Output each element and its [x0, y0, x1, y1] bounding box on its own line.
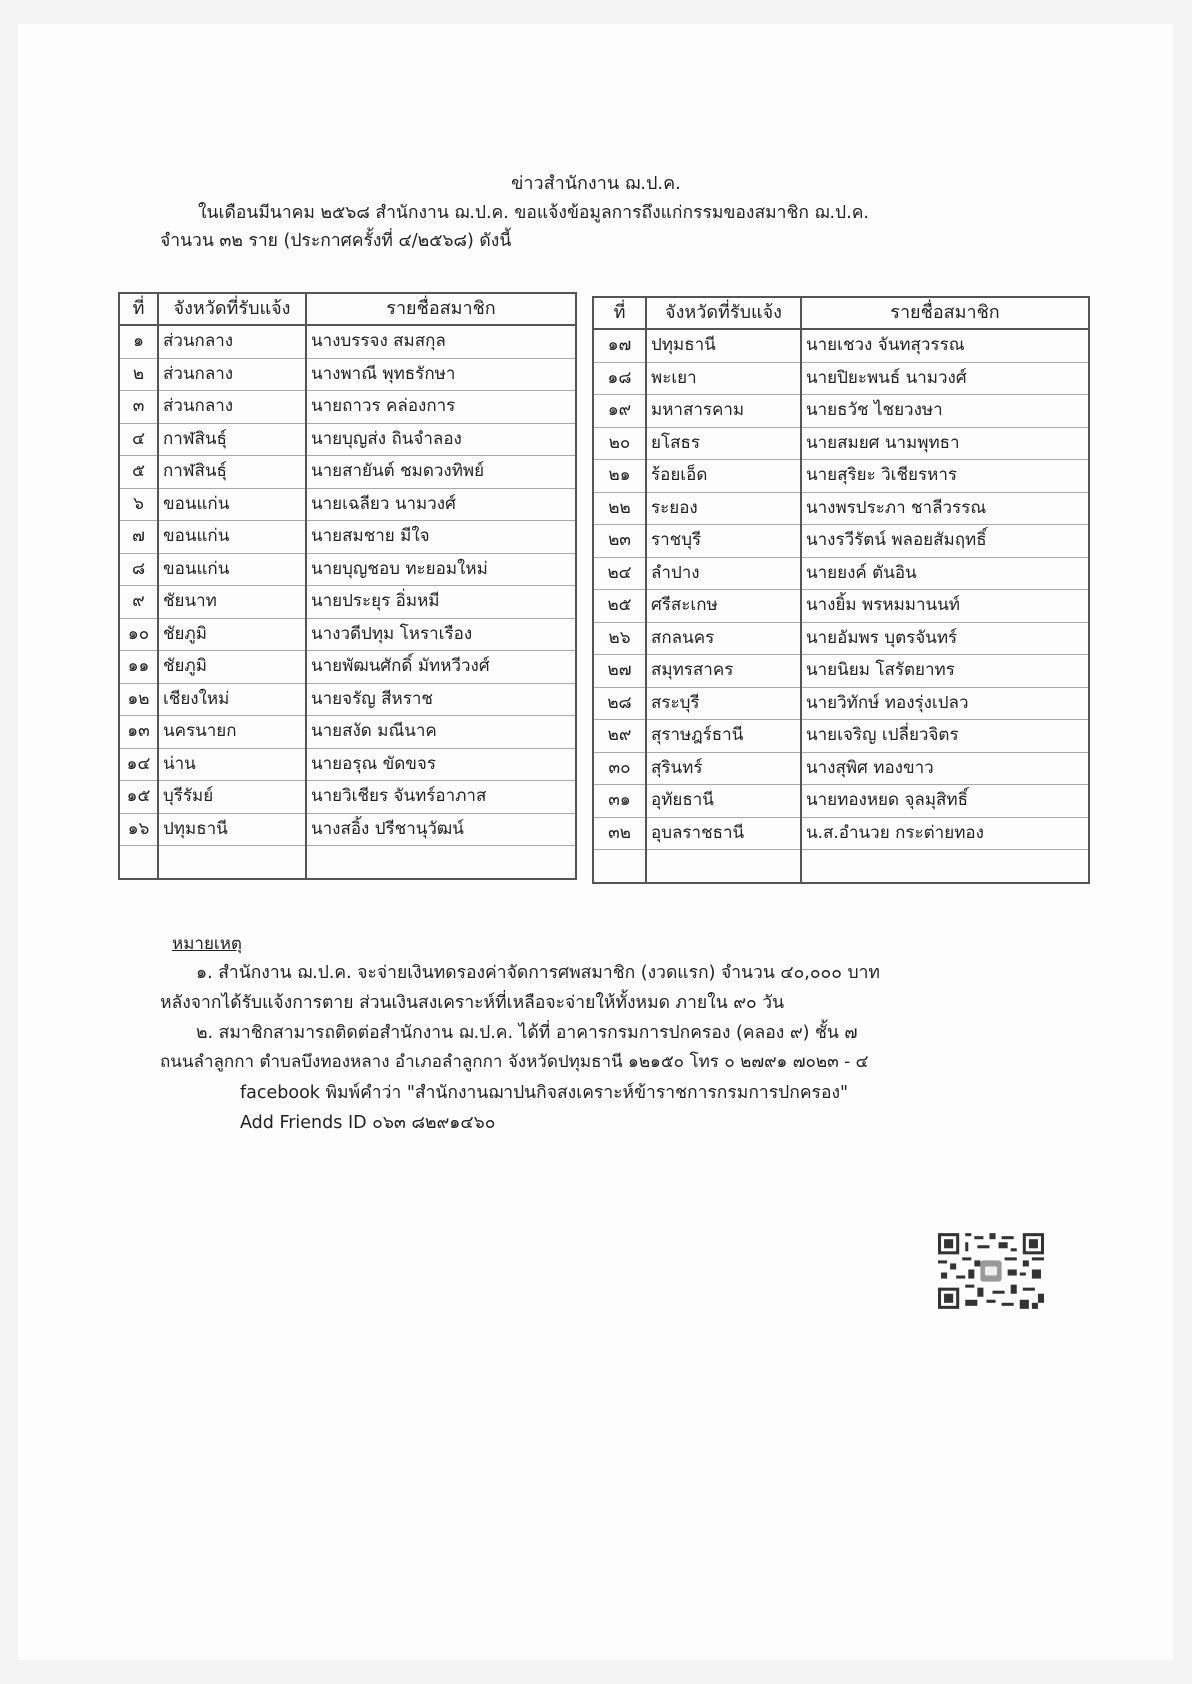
row-province: อุทัยธานี: [646, 785, 801, 818]
row-member-name: นายประยุร อิ่มหมี: [306, 586, 576, 619]
row-province: น่าน: [158, 748, 306, 781]
row-member-name: นายอัมพร บุตรจันทร์: [801, 622, 1089, 655]
empty-cell: [158, 846, 306, 879]
row-number: ๓๒: [593, 817, 646, 850]
row-province: ปทุมธานี: [158, 813, 306, 846]
row-province: อุบลราชธานี: [646, 817, 801, 850]
row-member-name: นายนิยม โสรัตยาทร: [801, 655, 1089, 688]
table-row: [593, 525, 1089, 558]
col-header-province: จังหวัดที่รับแจ้ง: [646, 297, 801, 329]
table-row: [593, 329, 1089, 362]
row-number: ๑๑: [119, 651, 158, 684]
row-province: ขอนแก่น: [158, 521, 306, 554]
row-province: ส่วนกลาง: [158, 391, 306, 424]
table-row: [119, 423, 576, 456]
table-row: [119, 748, 576, 781]
table-row: [119, 813, 576, 846]
note-2-line-1: ๒. สมาชิกสามารถติดต่อสำนักงาน ฌ.ป.ค. ได้ที่ อาคารกรมการปกครอง (คลอง ๙) ชั้น ๗: [196, 1023, 858, 1043]
row-province: กาฬสินธุ์: [158, 423, 306, 456]
row-province: สกลนคร: [646, 622, 801, 655]
table-row: [593, 362, 1089, 395]
table-row-empty: [593, 850, 1089, 883]
table-row: [119, 618, 576, 651]
row-province: ชัยภูมิ: [158, 618, 306, 651]
row-number: ๒๙: [593, 720, 646, 753]
row-member-name: นายสายันต์ ชมดวงทิพย์: [306, 456, 576, 489]
line-id: Add Friends ID ๐๖๓ ๘๒๙๑๔๖๐: [240, 1113, 496, 1133]
row-member-name: นายสุริยะ วิเชียรหาร: [801, 460, 1089, 493]
table-row: [593, 395, 1089, 428]
row-member-name: นายปิยะพนธ์ นามวงศ์: [801, 362, 1089, 395]
row-member-name: นางสุพิศ ทองขาว: [801, 752, 1089, 785]
row-province: บุรีรัมย์: [158, 781, 306, 814]
table-row: [119, 781, 576, 814]
col-header-member-name: รายชื่อสมาชิก: [801, 297, 1089, 329]
row-number: ๑: [119, 325, 158, 358]
row-province: สุราษฎร์ธานี: [646, 720, 801, 753]
row-province: ศรีสะเกษ: [646, 590, 801, 623]
row-number: ๑๕: [119, 781, 158, 814]
row-number: ๑๙: [593, 395, 646, 428]
empty-cell: [306, 846, 576, 879]
table-row: [119, 553, 576, 586]
table-row: [119, 716, 576, 749]
col-header-no: ที่: [593, 297, 646, 329]
table-row: [119, 521, 576, 554]
row-member-name: นายถาวร คล่องการ: [306, 391, 576, 424]
row-number: ๒๗: [593, 655, 646, 688]
row-member-name: นายจรัญ สีหราช: [306, 683, 576, 716]
row-number: ๒: [119, 358, 158, 391]
row-province: ราชบุรี: [646, 525, 801, 558]
row-member-name: นางบรรจง สมสกุล: [306, 325, 576, 358]
row-number: ๘: [119, 553, 158, 586]
row-number: ๒๐: [593, 427, 646, 460]
row-member-name: นายยงค์ ตันอิน: [801, 557, 1089, 590]
row-province: ลำปาง: [646, 557, 801, 590]
table-row: [593, 557, 1089, 590]
row-number: ๖: [119, 488, 158, 521]
row-number: ๒๑: [593, 460, 646, 493]
table-row: [593, 687, 1089, 720]
row-member-name: นางวดีปทุม โหราเรือง: [306, 618, 576, 651]
facebook-line: facebook พิมพ์คำว่า "สำนักงานฌาปนกิจสงเคราะห์ข้าราชการกรมการปกครอง": [240, 1083, 849, 1103]
table-row: [119, 358, 576, 391]
row-member-name: นางรวีรัตน์ พลอยสัมฤทธิ์: [801, 525, 1089, 558]
table-row: [593, 622, 1089, 655]
row-province: ขอนแก่น: [158, 488, 306, 521]
row-number: ๒๔: [593, 557, 646, 590]
row-province: เชียงใหม่: [158, 683, 306, 716]
row-province: ระยอง: [646, 492, 801, 525]
row-member-name: นายวิเชียร จันทร์อาภาส: [306, 781, 576, 814]
row-number: ๒๓: [593, 525, 646, 558]
intro-line-1: ในเดือนมีนาคม ๒๕๖๘ สำนักงาน ฌ.ป.ค. ขอแจ้งข้อมูลการถึงแก่กรรมของสมาชิก ฌ.ป.ค.: [198, 203, 869, 223]
row-province: สระบุรี: [646, 687, 801, 720]
table-row: [119, 456, 576, 489]
table-row: [593, 427, 1089, 460]
row-number: ๙: [119, 586, 158, 619]
table-row: [119, 325, 576, 358]
members-table-right: [592, 296, 1090, 884]
row-member-name: นายสมชาย มีใจ: [306, 521, 576, 554]
intro-line-2: จำนวน ๓๒ ราย (ประกาศครั้งที่ ๔/๒๕๖๘) ดังนี้: [160, 231, 512, 251]
table-row: [593, 752, 1089, 785]
table-row: [593, 785, 1089, 818]
row-number: ๒๒: [593, 492, 646, 525]
row-number: ๒๖: [593, 622, 646, 655]
row-member-name: นายทองหยด จุลมุสิทธิ์: [801, 785, 1089, 818]
table-row: [119, 683, 576, 716]
row-member-name: น.ส.อำนวย กระต่ายทอง: [801, 817, 1089, 850]
table-row: [593, 460, 1089, 493]
table-row: [593, 655, 1089, 688]
row-number: ๔: [119, 423, 158, 456]
table-row: [119, 586, 576, 619]
row-number: ๒๘: [593, 687, 646, 720]
row-province: นครนายก: [158, 716, 306, 749]
note-2-line-2: ถนนลำลูกกา ตำบลบึงทองหลาง อำเภอลำลูกกา จังหวัดปทุมธานี ๑๒๑๕๐ โทร ๐ ๒๗๙๑ ๗๐๒๓ - ๔: [160, 1052, 869, 1072]
table-row: [593, 492, 1089, 525]
table-row: [119, 391, 576, 424]
row-province: ชัยนาท: [158, 586, 306, 619]
row-province: ปทุมธานี: [646, 329, 801, 362]
table-row: [119, 488, 576, 521]
document-title: ข่าวสำนักงาน ฌ.ป.ค.: [511, 173, 681, 194]
empty-cell: [801, 850, 1089, 883]
row-number: ๑๖: [119, 813, 158, 846]
row-province: ชัยภูมิ: [158, 651, 306, 684]
row-member-name: นายพัฒนศักดิ์ มัทหวีวงศ์: [306, 651, 576, 684]
row-member-name: นายสมยศ นามพุทธา: [801, 427, 1089, 460]
row-number: ๑๐: [119, 618, 158, 651]
row-member-name: นายธวัช ไชยวงษา: [801, 395, 1089, 428]
table-row-empty: [119, 846, 576, 879]
row-member-name: นายสงัด มณีนาค: [306, 716, 576, 749]
table-row: [593, 720, 1089, 753]
row-province: กาฬสินธุ์: [158, 456, 306, 489]
row-number: ๒๕: [593, 590, 646, 623]
note-1-line-2: หลังจากได้รับแจ้งการตาย ส่วนเงินสงเคราะห์ที่เหลือจะจ่ายให้ทั้งหมด ภายใน ๙๐ วัน: [160, 993, 785, 1013]
empty-cell: [646, 850, 801, 883]
row-number: ๓๐: [593, 752, 646, 785]
row-number: ๑๘: [593, 362, 646, 395]
row-number: ๑๓: [119, 716, 158, 749]
notes-heading: หมายเหตุ: [172, 934, 242, 954]
row-member-name: นางยิ้ม พรหมมานนท์: [801, 590, 1089, 623]
table-row: [119, 651, 576, 684]
empty-cell: [593, 850, 646, 883]
row-province: ส่วนกลาง: [158, 358, 306, 391]
members-table-left: [118, 292, 577, 880]
row-member-name: นายเจริญ เปลี่ยวจิตร: [801, 720, 1089, 753]
row-province: ส่วนกลาง: [158, 325, 306, 358]
table-row: [593, 817, 1089, 850]
row-province: ยโสธร: [646, 427, 801, 460]
row-number: ๕: [119, 456, 158, 489]
row-member-name: นายเชวง จันทสุวรรณ: [801, 329, 1089, 362]
row-member-name: นายบุญส่ง ถินจำลอง: [306, 423, 576, 456]
row-member-name: นายวิทักษ์ ทองรุ่งเปลว: [801, 687, 1089, 720]
row-province: สุรินทร์: [646, 752, 801, 785]
col-header-no: ที่: [119, 293, 158, 325]
col-header-member-name: รายชื่อสมาชิก: [306, 293, 576, 325]
empty-cell: [119, 846, 158, 879]
row-number: ๗: [119, 521, 158, 554]
row-number: ๓๑: [593, 785, 646, 818]
table-header-row: [593, 297, 1089, 329]
row-number: ๑๔: [119, 748, 158, 781]
row-member-name: นางสอิ้ง ปรีชานุวัฒน์: [306, 813, 576, 846]
note-1-line-1: ๑. สำนักงาน ฌ.ป.ค. จะจ่ายเงินทดรองค่าจัดการศพสมาชิก (งวดแรก) จำนวน ๔๐,๐๐๐ บาท: [196, 963, 880, 983]
row-member-name: นางพาณี พุทธรักษา: [306, 358, 576, 391]
row-number: ๑๗: [593, 329, 646, 362]
row-province: พะเยา: [646, 362, 801, 395]
row-province: ขอนแก่น: [158, 553, 306, 586]
row-number: ๓: [119, 391, 158, 424]
qr-code-icon[interactable]: [938, 1233, 1044, 1309]
col-header-province: จังหวัดที่รับแจ้ง: [158, 293, 306, 325]
row-province: มหาสารคาม: [646, 395, 801, 428]
row-member-name: นายเฉลียว นามวงศ์: [306, 488, 576, 521]
row-member-name: นายบุญชอบ ทะยอมใหม่: [306, 553, 576, 586]
row-member-name: นายอรุณ ขัดขจร: [306, 748, 576, 781]
table-row: [593, 590, 1089, 623]
row-province: ร้อยเอ็ด: [646, 460, 801, 493]
row-member-name: นางพรประภา ชาลีวรรณ: [801, 492, 1089, 525]
table-header-row: [119, 293, 576, 325]
row-province: สมุทรสาคร: [646, 655, 801, 688]
row-number: ๑๒: [119, 683, 158, 716]
